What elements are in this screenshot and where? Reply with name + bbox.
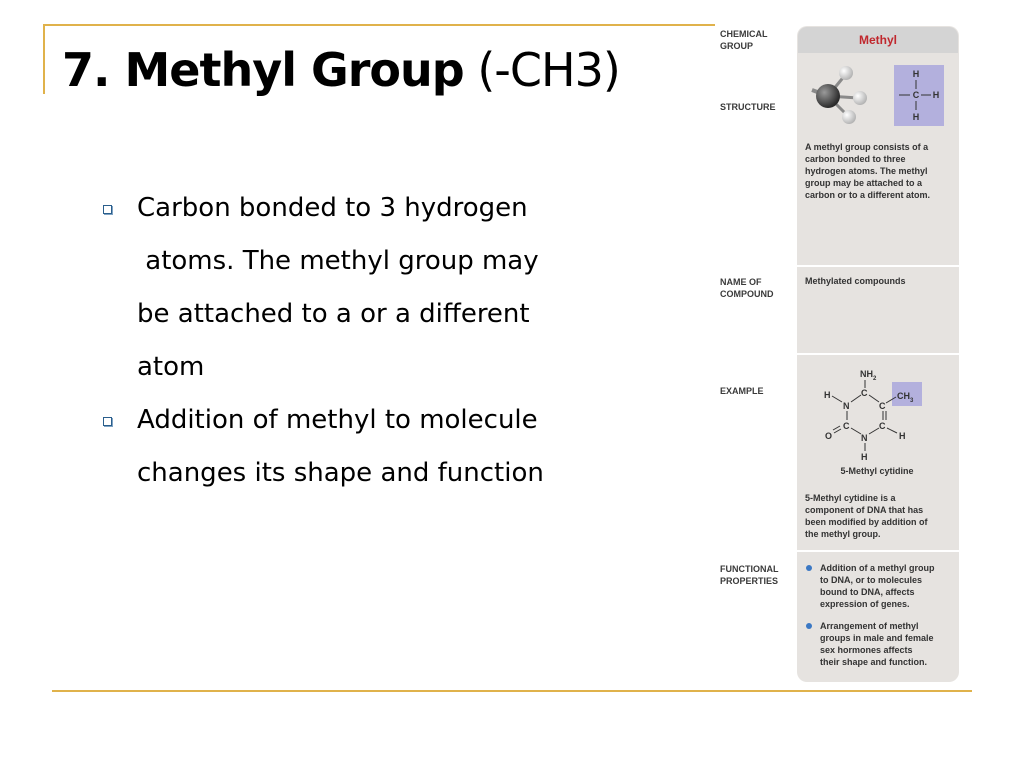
bullet-item <box>100 182 660 394</box>
description-line: A methyl group consists of a <box>805 142 929 152</box>
functional-property <box>805 620 955 668</box>
functional-properties <box>805 562 955 678</box>
functional-label <box>720 563 796 587</box>
bullet-line: be attached to a or a different <box>137 299 530 329</box>
slide-bottom-rule <box>52 690 972 692</box>
slide-title <box>62 40 620 100</box>
bullet-item <box>100 394 660 500</box>
structure-illustration <box>800 60 960 132</box>
property-line: their shape and function. <box>820 657 928 667</box>
formula-h-right: H <box>932 90 940 100</box>
atom-h-bottom: H <box>861 452 868 462</box>
atom-h-left: H <box>824 390 831 400</box>
bullet-line: changes its shape and function <box>137 458 544 488</box>
square-bullet-icon <box>103 205 112 214</box>
functional-property <box>805 562 955 610</box>
row-divider <box>797 550 959 552</box>
header-label-line: GROUP <box>720 41 754 51</box>
atom-n-bottom: N <box>861 433 868 443</box>
bullet-line: Carbon bonded to 3 hydrogen <box>137 193 528 223</box>
property-line: Arrangement of methyl <box>820 621 919 631</box>
bullet-dot-icon <box>806 565 812 571</box>
description-line: group may be attached to a <box>805 178 923 188</box>
atom-c-right-top: C <box>879 401 886 411</box>
title-bold: 7. Methyl Group <box>62 43 464 97</box>
compound-name: Methylated compounds <box>805 276 906 286</box>
atom-n-left: N <box>843 401 850 411</box>
atom-o: O <box>825 431 833 441</box>
square-bullet-icon <box>103 417 112 426</box>
bullet-line: Addition of methyl to molecule <box>137 405 538 435</box>
atom-h-right: H <box>899 431 906 441</box>
description-line: carbon bonded to three <box>805 154 906 164</box>
description-line: the methyl group. <box>805 529 881 539</box>
slide-left-rule <box>43 24 45 94</box>
atom-ch3: $CH_3$ <box>897 391 914 404</box>
bullet-dot-icon <box>806 623 812 629</box>
group-name: Methyl <box>858 33 897 47</box>
structure-description <box>805 141 955 201</box>
example-label: EXAMPLE <box>720 386 764 396</box>
example-description <box>805 492 955 540</box>
description-line: 5-Methyl cytidine is a <box>805 493 896 503</box>
functional-label-line: PROPERTIES <box>720 576 779 586</box>
row-divider <box>797 353 959 355</box>
methyl-ball-model-icon <box>812 66 867 124</box>
formula-carbon: C <box>912 90 920 100</box>
formula-h-bottom: H <box>912 112 920 122</box>
description-line: hydrogen atoms. The methyl <box>805 166 928 176</box>
bullet-list <box>100 182 660 500</box>
formula-h-top: H <box>912 69 920 79</box>
atom-c-top: C <box>861 388 868 398</box>
table-header-cell <box>798 27 958 53</box>
name-label-line: COMPOUND <box>720 289 774 299</box>
bullet-line: atoms. The methyl group may <box>137 246 539 276</box>
atom-nh2: $NH_2$ <box>860 369 877 382</box>
header-label <box>720 28 796 52</box>
atom-c-bottom-right: C <box>879 421 886 431</box>
cytidine-structure-diagram <box>800 362 958 480</box>
description-line: carbon or to a different atom. <box>805 190 931 200</box>
property-line: expression of genes. <box>820 599 910 609</box>
structure-label: STRUCTURE <box>720 102 776 112</box>
atom-c-bottom-left: C <box>843 421 850 431</box>
name-label <box>720 276 796 300</box>
property-line: Addition of a methyl group <box>820 563 935 573</box>
name-label-line: NAME OF <box>720 277 762 287</box>
bullet-line: atom <box>137 352 205 382</box>
molecule-name: 5-Methyl cytidine <box>840 466 914 476</box>
description-line: been modified by addition of <box>805 517 928 527</box>
property-line: sex hormones affects <box>820 645 913 655</box>
title-formula: (-CH3) <box>463 43 620 97</box>
property-line: to DNA, or to molecules <box>820 575 923 585</box>
description-line: component of DNA that has <box>805 505 924 515</box>
functional-label-line: FUNCTIONAL <box>720 564 779 574</box>
property-line: bound to DNA, affects <box>820 587 915 597</box>
header-label-line: CHEMICAL <box>720 29 768 39</box>
property-line: groups in male and female <box>820 633 934 643</box>
row-divider <box>797 265 959 267</box>
